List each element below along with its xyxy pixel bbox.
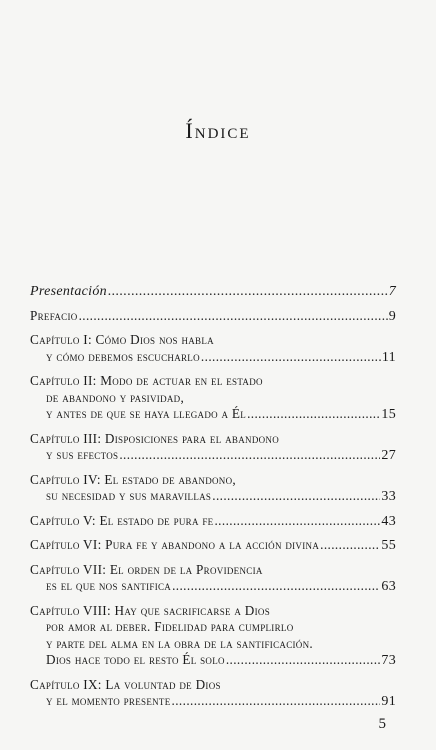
toc-line-text: y el momento presente (46, 693, 171, 708)
toc-line (30, 537, 396, 554)
toc-page-number: 11 (381, 349, 396, 365)
toc-line (30, 619, 396, 635)
toc-page-number: 55 (381, 538, 396, 554)
toc-line-text: Capítulo V: El estado de pura fe (30, 512, 214, 528)
page-title: Índice (185, 118, 251, 143)
toc-entry (30, 537, 396, 554)
dot-leader (214, 513, 380, 529)
toc-entry (30, 431, 396, 465)
toc-line (30, 652, 396, 669)
toc-line (30, 431, 396, 447)
toc-line-text: y antes de que se haya llegado a Él (46, 406, 247, 421)
toc-line (30, 513, 396, 530)
toc-line-text: es el que nos santifica (46, 578, 172, 594)
dot-leader (247, 406, 380, 422)
toc-line (30, 406, 396, 423)
toc-page-number: 7 (388, 284, 396, 299)
toc-line-text: Capítulo VIII: Hay que sacrificarse a Dios (30, 602, 271, 618)
dot-leader (212, 488, 380, 504)
toc-line-text: Capítulo IX: La voluntad de Dios (30, 676, 221, 692)
toc-page-number: 15 (381, 407, 396, 422)
toc-line (30, 472, 396, 488)
toc-page-number: 33 (381, 489, 396, 504)
toc-page-number: 63 (381, 579, 396, 595)
toc-line (30, 488, 396, 505)
toc-entry (30, 562, 396, 596)
toc-entry (30, 308, 396, 325)
toc-entry (30, 677, 396, 711)
toc-page-number: 91 (381, 694, 396, 709)
dot-leader (119, 447, 380, 463)
table-of-contents (30, 284, 396, 718)
toc-line-text: Presentación (30, 284, 107, 299)
toc-line (30, 636, 396, 652)
toc-line-text: Capítulo II: Modo de actuar en el estado (30, 373, 263, 389)
toc-line (30, 578, 396, 595)
toc-entry (30, 373, 396, 423)
toc-line (30, 562, 396, 578)
toc-page-number: 9 (388, 308, 396, 324)
toc-line-text: su necesidad y sus maravillas (46, 488, 212, 503)
toc-line-text: y parte del alma en la obra de la santificación. (46, 635, 313, 651)
toc-line (30, 390, 396, 406)
toc-line (30, 677, 396, 693)
toc-line-text: Dios hace todo el resto Él solo (46, 652, 225, 667)
toc-line (30, 693, 396, 710)
toc-line-text: Capítulo VII: El orden de la Providencia (30, 561, 263, 577)
toc-line-text: Capítulo VI: Pura fe y abandono a la acción divina (30, 537, 320, 553)
toc-line (30, 349, 396, 366)
dot-leader (320, 537, 380, 553)
dot-leader (226, 652, 381, 668)
toc-line-text: por amor al deber. Fidelidad para cumplirlo (46, 619, 294, 635)
toc-entry (30, 603, 396, 670)
toc-line (30, 603, 396, 619)
toc-entry (30, 332, 396, 366)
toc-page-number: 27 (381, 448, 396, 463)
toc-line-text: Capítulo III: Disposiciones para el abandono (30, 430, 280, 446)
toc-line-text: de abandono y pasividad, (46, 389, 185, 405)
toc-entry (30, 284, 396, 300)
toc-line-text: Capítulo I: Cómo Dios nos habla (30, 332, 214, 348)
toc-line-text: Prefacio (30, 307, 78, 323)
toc-line (30, 447, 396, 464)
toc-line-text: Capítulo IV: El estado de abandono, (30, 471, 237, 487)
toc-line-text: y cómo debemos escucharlo (46, 348, 200, 364)
toc-line (30, 284, 396, 300)
dot-leader (172, 693, 381, 709)
toc-line (30, 373, 396, 389)
dot-leader (172, 578, 380, 594)
dot-leader (201, 349, 381, 365)
toc-entry (30, 472, 396, 506)
toc-line (30, 332, 396, 348)
toc-line-text: y sus efectos (46, 447, 119, 462)
toc-entry (30, 513, 396, 530)
toc-page-number: 43 (381, 513, 396, 529)
page-number: 5 (378, 716, 386, 732)
toc-page-number: 73 (381, 653, 396, 668)
dot-leader (108, 284, 388, 300)
dot-leader (79, 308, 388, 324)
toc-line (30, 308, 396, 325)
